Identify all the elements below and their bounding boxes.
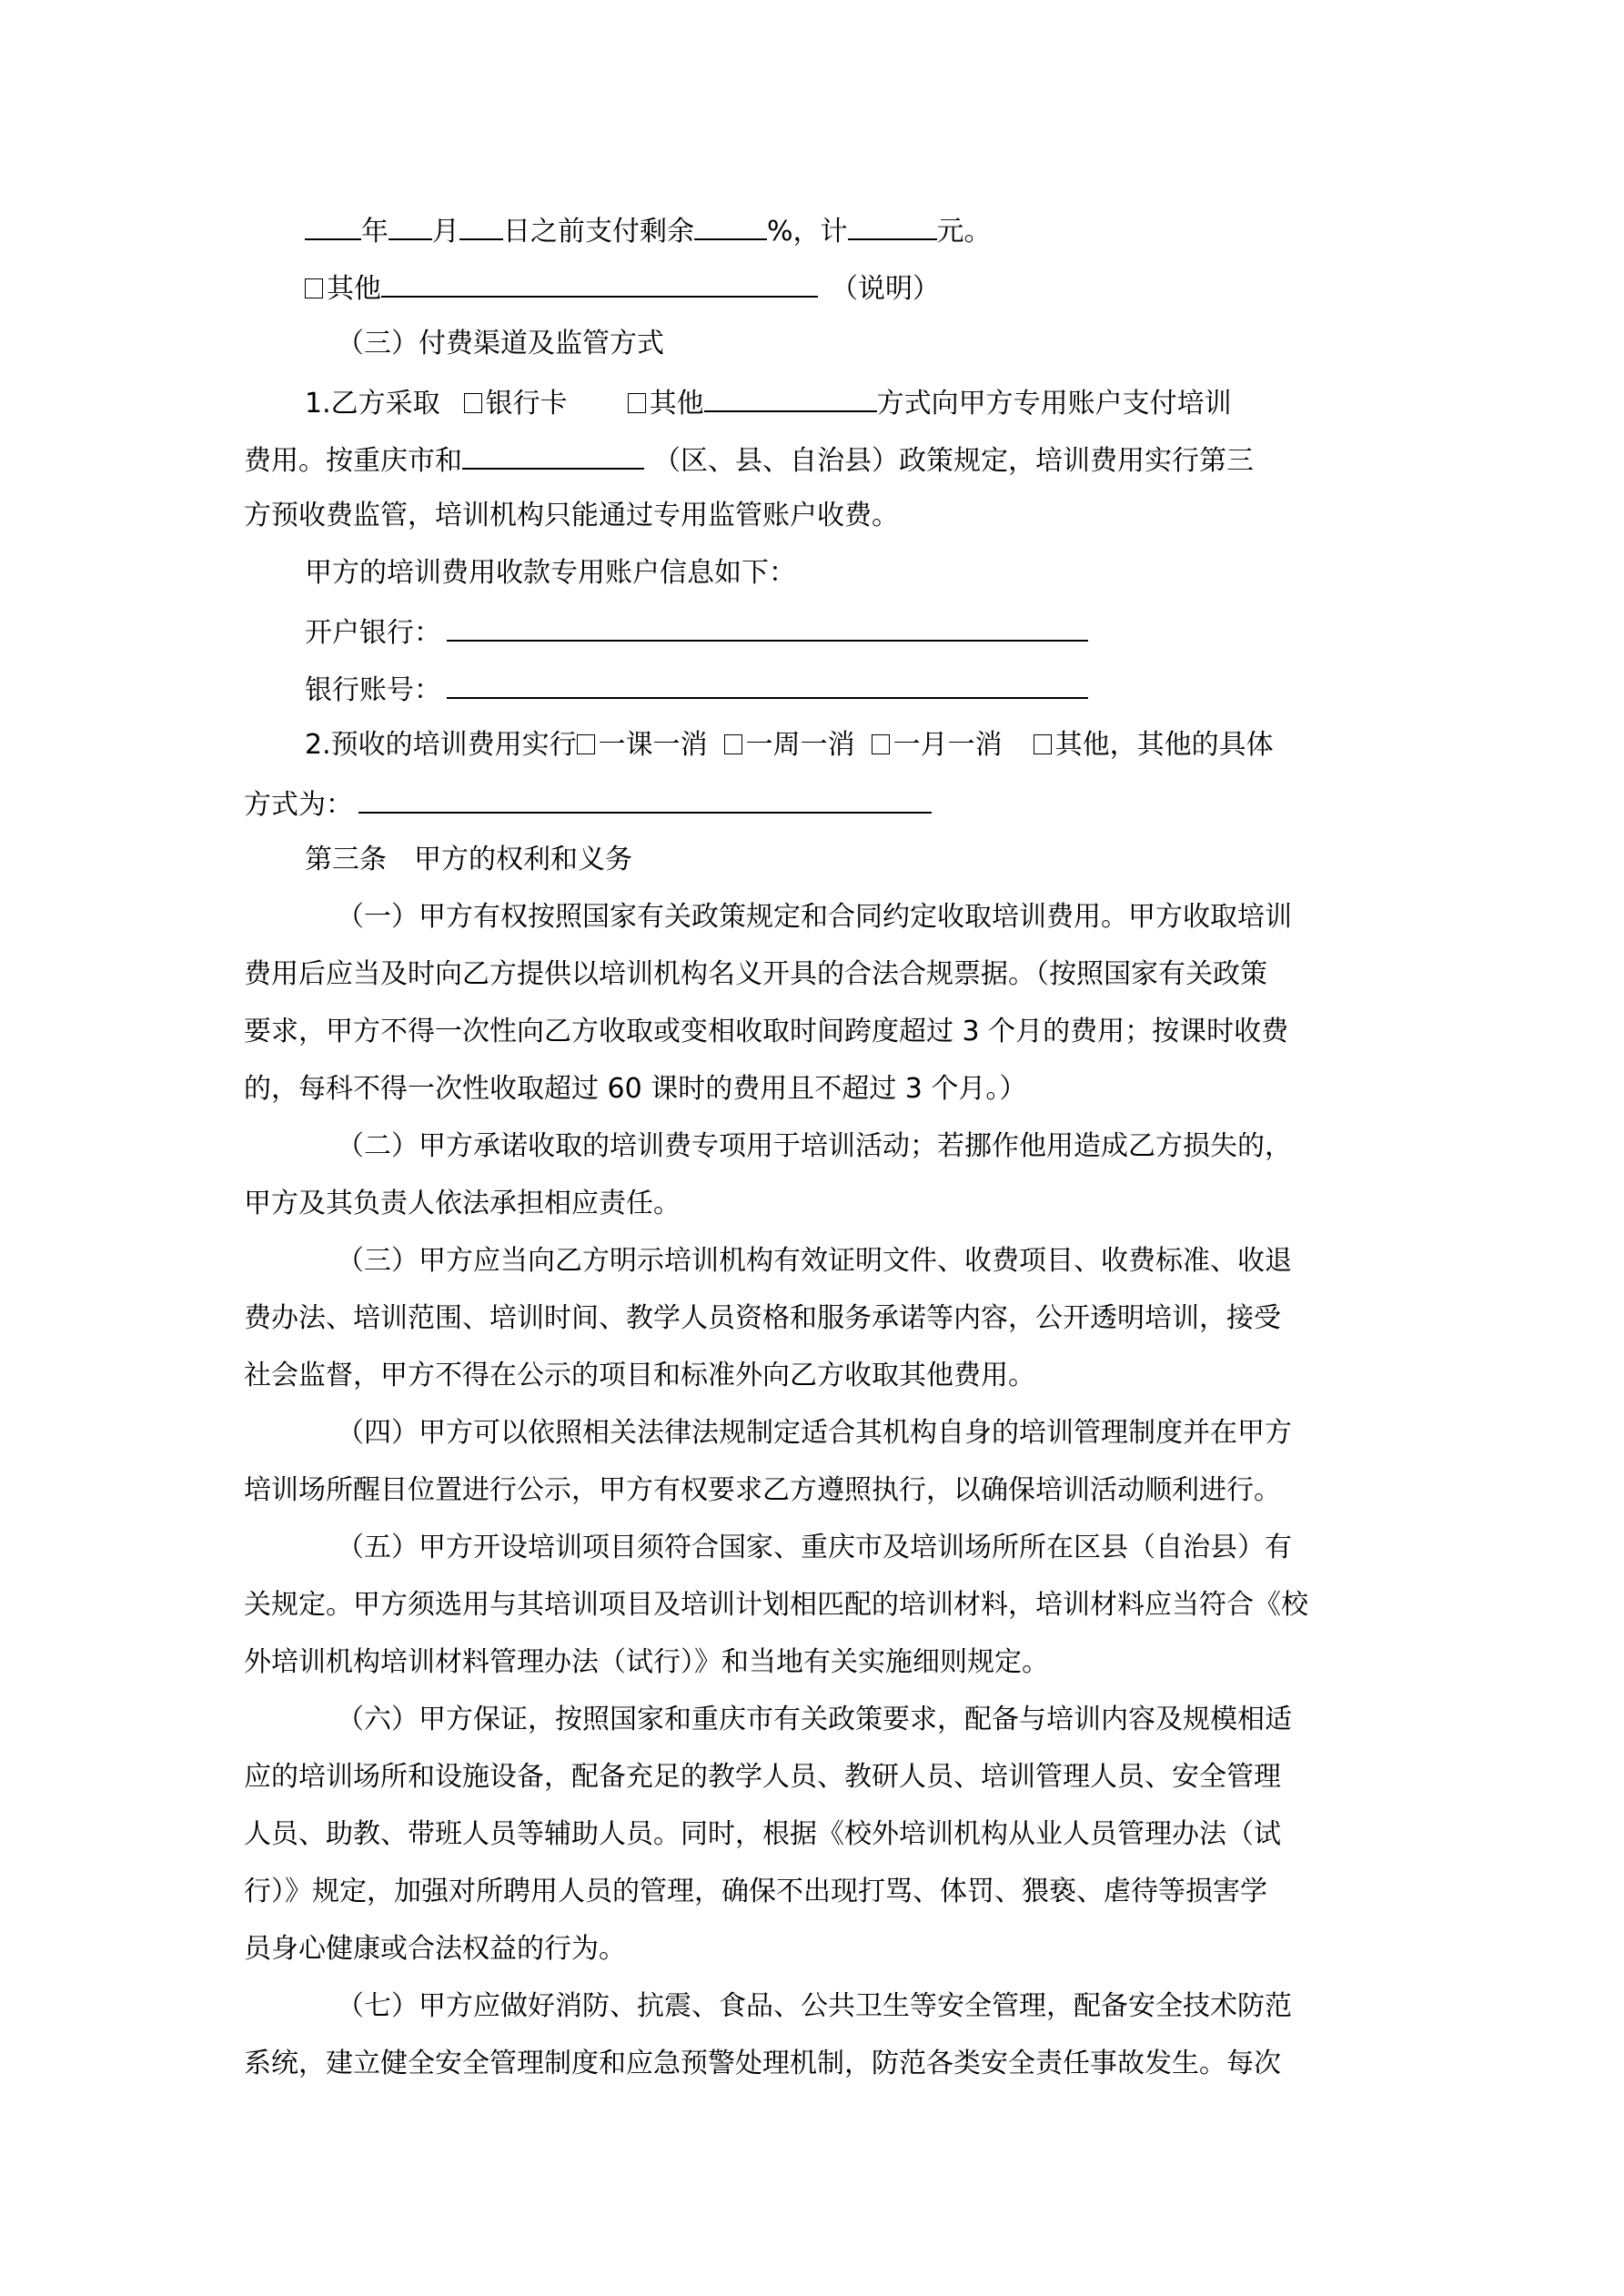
bank-card-checkbox-icon[interactable] <box>464 393 482 413</box>
other-blank[interactable] <box>381 268 818 298</box>
clause-line: 关规定。甲方须选用与其培训项目及培训计划相匹配的培训材料，培训材料应当符合《校 <box>244 1589 1308 1621</box>
per-lesson-checkbox-icon[interactable] <box>577 734 595 754</box>
bank-card-label: 银行卡 <box>485 388 568 420</box>
district-blank[interactable] <box>462 440 644 470</box>
clause-line: 甲方及其负责人依法承担相应责任。 <box>244 1188 681 1219</box>
item2-prefix: 2.预收的培训费用实行 <box>305 729 577 761</box>
article-title: 第三条 甲方的权利和义务 <box>305 844 632 875</box>
clause-line: 行）》规定，加强对所聘用人员的管理，确保不出现打骂、体罚、猥亵、虐待等损害学 <box>244 1876 1267 1907</box>
month-label: 月 <box>432 216 459 248</box>
clause-line: 社会监督，甲方不得在公示的项目和标准外向乙方收取其他费用。 <box>244 1360 1035 1391</box>
month-blank[interactable] <box>388 211 432 240</box>
per-lesson-label: 一课一消 <box>598 729 708 761</box>
item2-line2: 方式为： <box>244 789 353 821</box>
clause-line: （三）甲方应当向乙方明示培训机构有效证明文件、收费项目、收费标准、收退 <box>337 1245 1292 1277</box>
amount-blank[interactable] <box>848 211 937 240</box>
other-consumption-label: 其他，其他的具体 <box>1054 729 1274 761</box>
clause-line: 外培训机构培训材料管理办法（试行）》和当地有关实施细则规定。 <box>244 1646 1049 1678</box>
bank-input[interactable] <box>447 612 1088 642</box>
item1-line3: 方预收费监管，培训机构只能通过专用监管账户收费。 <box>244 500 899 531</box>
clause-line: （四）甲方可以依照相关法律法规制定适合其机构自身的培训管理制度并在甲方 <box>337 1417 1292 1449</box>
other-method-label: 其他 <box>649 388 704 420</box>
percent-label: %，计 <box>767 216 848 248</box>
clause-line: 员身心健康或合法权益的行为。 <box>244 1933 626 1965</box>
per-week-checkbox-icon[interactable] <box>724 734 742 754</box>
clause-line: （一）甲方有权按照国家有关政策规定和合同约定收取培训费用。甲方收取培训 <box>337 901 1292 933</box>
payment-method-line <box>305 383 1232 422</box>
per-week-label: 一周一消 <box>745 729 855 761</box>
item1-line2-prefix: 费用。按重庆市和 <box>244 445 462 477</box>
other-method-blank[interactable] <box>704 383 877 412</box>
item1-prefix: 1.乙方采取 <box>305 388 440 420</box>
checkbox-icon[interactable] <box>305 278 323 298</box>
clause-line: 费办法、培训范围、培训时间、教学人员资格和服务承诺等内容，公开透明培训，接受 <box>244 1302 1281 1334</box>
year-blank[interactable] <box>305 211 361 240</box>
per-month-label: 一月一消 <box>893 729 1003 761</box>
item1-suffix: 方式向甲方专用账户支付培训 <box>876 388 1232 420</box>
other-payment-option <box>305 268 940 308</box>
remaining-payment-line <box>305 211 992 250</box>
percent-blank[interactable] <box>694 211 767 240</box>
section-heading: （三）付费渠道及监管方式 <box>337 328 664 359</box>
clause-line: 人员、助教、带班人员等辅助人员。同时，根据《校外培训机构从业人员管理办法（试 <box>244 1818 1281 1850</box>
consumption-other-input[interactable] <box>358 784 932 814</box>
yuan-label: 元。 <box>936 216 992 248</box>
account-field <box>305 670 1088 709</box>
item1-line2-suffix: （区、县、自治县）政策规定，培训费用实行第三 <box>653 445 1254 477</box>
year-label: 年 <box>361 216 388 248</box>
clause-line: （五）甲方开设培训项目须符合国家、重庆市及培训场所所在区县（自治县）有 <box>337 1532 1292 1563</box>
other-checkbox-icon[interactable] <box>628 393 646 413</box>
clause-line: 应的培训场所和设施设备，配备充足的教学人员、教研人员、培训管理人员、安全管理 <box>244 1761 1281 1793</box>
other-label: 其他 <box>327 273 381 305</box>
clause-line: 要求，甲方不得一次性向乙方收取或变相收取时间跨度超过 3 个月的费用；按课时收费 <box>244 1016 1289 1047</box>
account-label: 银行账号： <box>305 674 441 706</box>
per-month-checkbox-icon[interactable] <box>872 734 890 754</box>
clause-line: （六）甲方保证，按照国家和重庆市有关政策要求，配备与培训内容及规模相适 <box>337 1704 1292 1735</box>
day-before-label: 日之前支付剩余 <box>503 216 694 248</box>
account-intro: 甲方的培训费用收款专用账户信息如下： <box>305 557 796 589</box>
consumption-other-field <box>244 784 932 824</box>
day-blank[interactable] <box>459 211 503 240</box>
clause-line: 系统，建立健全安全管理制度和应急预警处理机制，防范各类安全责任事故发生。每次 <box>244 2048 1281 2079</box>
clause-line: （七）甲方应做好消防、抗震、食品、公共卫生等安全管理，配备安全技术防范 <box>337 1990 1292 2022</box>
other-note: （说明） <box>831 273 940 305</box>
district-line <box>244 440 1254 480</box>
clause-line: 费用后应当及时向乙方提供以培训机构名义开具的合法合规票据。（按照国家有关政策 <box>244 958 1267 990</box>
other-consumption-checkbox-icon[interactable] <box>1034 734 1052 754</box>
clause-line: 的，每科不得一次性收取超过 60 课时的费用且不超过 3 个月。） <box>244 1073 1027 1105</box>
bank-field <box>305 612 1088 652</box>
clause-line: 培训场所醒目位置进行公示，甲方有权要求乙方遵照执行，以确保培训活动顺利进行。 <box>244 1474 1281 1506</box>
bank-label: 开户银行： <box>305 617 441 649</box>
clause-line: （二）甲方承诺收取的培训费专项用于培训活动；若挪作他用造成乙方损失的， <box>337 1130 1292 1162</box>
account-input[interactable] <box>447 670 1088 699</box>
consumption-method-line <box>305 727 1274 764</box>
